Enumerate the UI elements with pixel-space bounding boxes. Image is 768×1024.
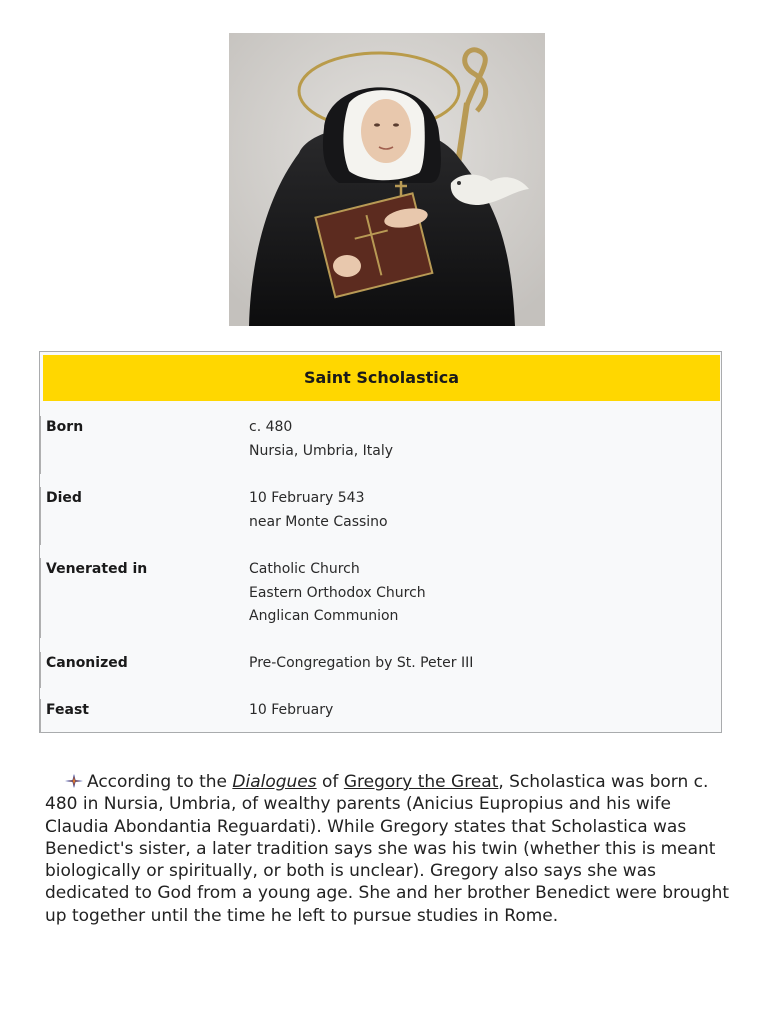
infobox-row-born: [40, 416, 721, 474]
saint-statue-photo: [229, 33, 545, 326]
dialogues-link[interactable]: Dialogues: [232, 772, 317, 792]
row-label-born: Born: [46, 419, 84, 435]
gregory-the-great-link[interactable]: Gregory the Great: [343, 772, 499, 792]
born-date: c. 480: [249, 419, 293, 435]
venerated-church-3: Anglican Communion: [249, 608, 399, 624]
row-divider: [40, 558, 41, 638]
infobox: [39, 351, 722, 733]
row-value-venerated: [249, 558, 426, 629]
venerated-church-1: Catholic Church: [249, 561, 360, 577]
four-point-star-bullet-icon: [65, 774, 83, 788]
canonized-value: Pre-Congregation by St. Peter III: [249, 655, 474, 671]
infobox-row-died: [40, 487, 721, 545]
infobox-row-feast: [40, 699, 721, 733]
row-value-born: [249, 416, 393, 463]
infobox-row-venerated: [40, 558, 721, 638]
paragraph-text-start: According to the: [87, 772, 233, 792]
row-label-venerated: Venerated in: [46, 561, 148, 577]
row-divider: [40, 699, 41, 733]
paragraph-text-of: of: [316, 772, 344, 792]
row-value-died: [249, 487, 388, 534]
infobox-title: Saint Scholastica: [43, 355, 720, 401]
feast-value: 10 February: [249, 702, 334, 718]
body-paragraph: [45, 771, 735, 927]
row-value-canonized: [249, 652, 473, 676]
infobox-row-canonized: [40, 652, 721, 688]
row-divider: [40, 416, 41, 474]
statue-illustration: [229, 33, 545, 326]
born-place: Nursia, Umbria, Italy: [249, 442, 394, 459]
venerated-church-2: Eastern Orthodox Church: [249, 584, 426, 601]
row-label-canonized: Canonized: [46, 655, 128, 671]
row-label-died: Died: [46, 490, 82, 506]
row-divider: [40, 652, 41, 688]
row-divider: [40, 487, 41, 545]
row-label-feast: Feast: [46, 702, 89, 718]
paragraph-text-rest: , Scholastica was born c. 480 in Nursia, Umbria, of wealthy parents (Anicius Eupropius and his wife Claudia Abondantia Reguardati). While Gregory states that Scholastica was Benedict's sister, a later tradition says she was his twin (whether this is meant biologically or spiritually, or both is unclear). Gregory also says she was dedicated to God from a young age. She and her brother Benedict were brought up together until the time he left to pursue studies in Rome.: [45, 772, 730, 926]
died-date: 10 February 543: [249, 490, 365, 506]
died-place: near Monte Cassino: [249, 513, 388, 530]
row-value-feast: [249, 699, 333, 723]
